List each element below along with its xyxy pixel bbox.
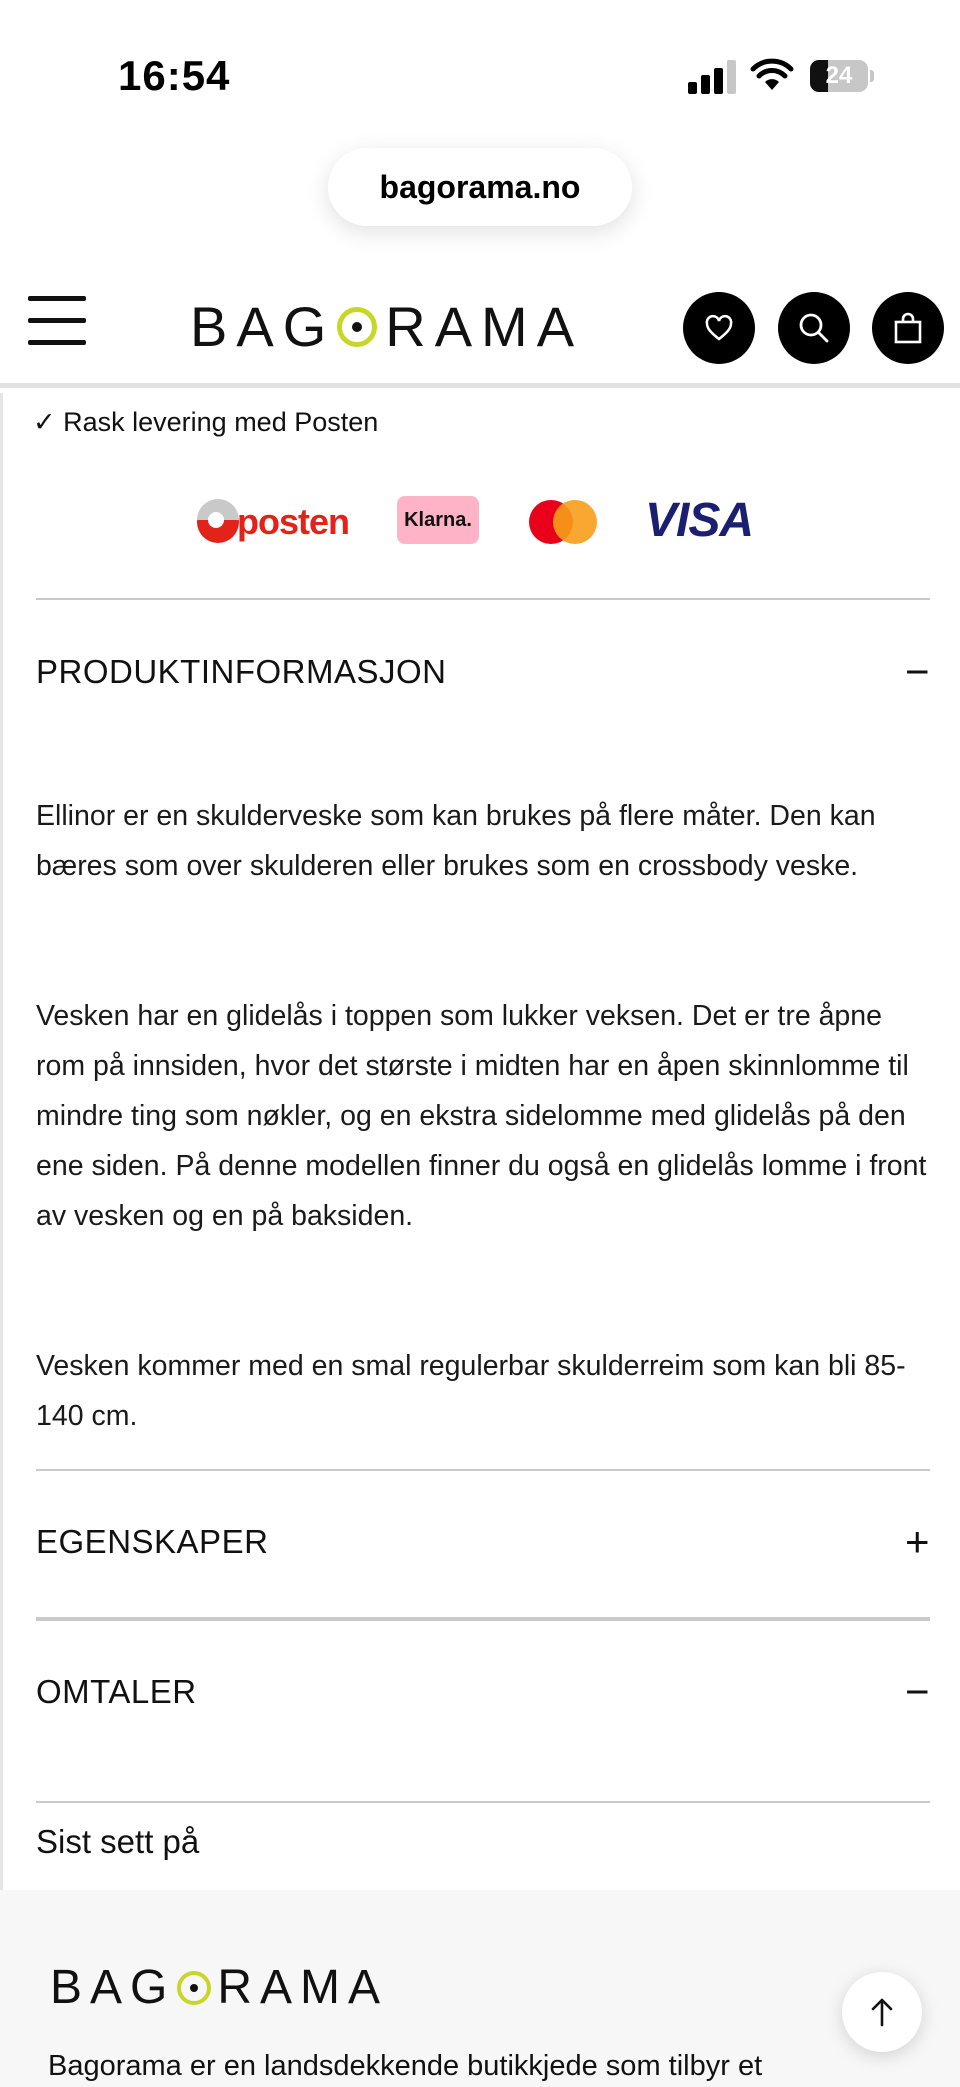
status-bar xyxy=(0,0,960,205)
product-description-paragraph: Ellinor er en skulderveske som kan brukes på flere måter. Den kan bæres som over skulderen eller brukes som en crossbody veske. xyxy=(36,800,876,882)
product-description-paragraph: Vesken kommer med en smal regulerbar skulderreim som kan bli 85-140 cm. xyxy=(36,1350,906,1432)
arrow-up-icon xyxy=(869,1997,895,2027)
klarna-logo xyxy=(397,496,479,544)
mastercard-logo xyxy=(527,497,599,545)
section-header-produktinformasjon[interactable] xyxy=(36,648,930,695)
footer-about-text: Bagorama er en landsdekkende butikkjede som tilbyr et xyxy=(48,2050,763,2082)
divider xyxy=(36,598,930,600)
section-header-egenskaper[interactable] xyxy=(36,1518,930,1565)
site-header xyxy=(0,270,960,388)
scroll-to-top-button[interactable] xyxy=(842,1972,922,2052)
wifi-icon xyxy=(750,58,794,92)
posten-logo xyxy=(195,499,355,547)
product-description-paragraph: Vesken har en glidelås i toppen som lukker veksen. Det er tre åpne rom på innsiden, hvor det største i midten har en åpen skinnlomme til mindre ting som nøkler, og en ekstra sidelomme med glidelås på den ene siden. På denne modellen finner du også en glidelås lomme i front av vesken og en på baksiden. xyxy=(36,1000,927,1232)
search-button[interactable] xyxy=(778,292,850,364)
klarna-text: Klarna. xyxy=(404,508,472,531)
logo-o-mark xyxy=(177,1971,211,2005)
section-header-omtaler[interactable] xyxy=(36,1668,930,1715)
status-time: 16:54 xyxy=(118,52,231,99)
logo-text-left: BAG xyxy=(50,1961,176,2014)
battery-icon xyxy=(810,60,874,92)
recently-viewed-heading: Sist sett på xyxy=(36,1823,200,1860)
visa-text: VISA xyxy=(645,494,754,547)
fast-delivery-note: ✓ Rask levering med Posten xyxy=(33,407,379,437)
expand-icon[interactable]: + xyxy=(904,1518,930,1565)
heart-icon xyxy=(704,314,734,342)
logo-text-right: RAMA xyxy=(385,295,584,358)
cart-button[interactable] xyxy=(872,292,944,364)
divider xyxy=(36,1617,930,1621)
collapse-icon[interactable]: − xyxy=(904,648,930,695)
logo-o-mark xyxy=(337,307,377,347)
visa-logo xyxy=(645,493,753,548)
menu-icon[interactable] xyxy=(28,296,86,346)
posten-text: posten xyxy=(237,501,350,542)
brand-logo[interactable] xyxy=(190,294,583,359)
footer-logo[interactable] xyxy=(50,1960,388,2015)
divider xyxy=(36,1469,930,1471)
search-icon xyxy=(798,312,830,344)
product-details xyxy=(0,393,960,1890)
battery-level: 24 xyxy=(825,62,853,89)
logo-text-left: BAG xyxy=(190,295,336,358)
wishlist-button[interactable] xyxy=(683,292,755,364)
section-title: EGENSKAPER xyxy=(36,1523,269,1560)
section-title: OMTALER xyxy=(36,1673,197,1710)
shopping-bag-icon xyxy=(893,312,923,344)
logo-text-right: RAMA xyxy=(217,1961,389,2014)
address-bar[interactable]: bagorama.no xyxy=(328,148,632,226)
cellular-signal-icon xyxy=(688,60,736,94)
collapse-icon[interactable]: − xyxy=(904,1668,930,1715)
payment-methods xyxy=(3,493,960,553)
divider xyxy=(36,1801,930,1803)
section-title: PRODUKTINFORMASJON xyxy=(36,653,447,690)
site-footer xyxy=(0,1890,960,2087)
